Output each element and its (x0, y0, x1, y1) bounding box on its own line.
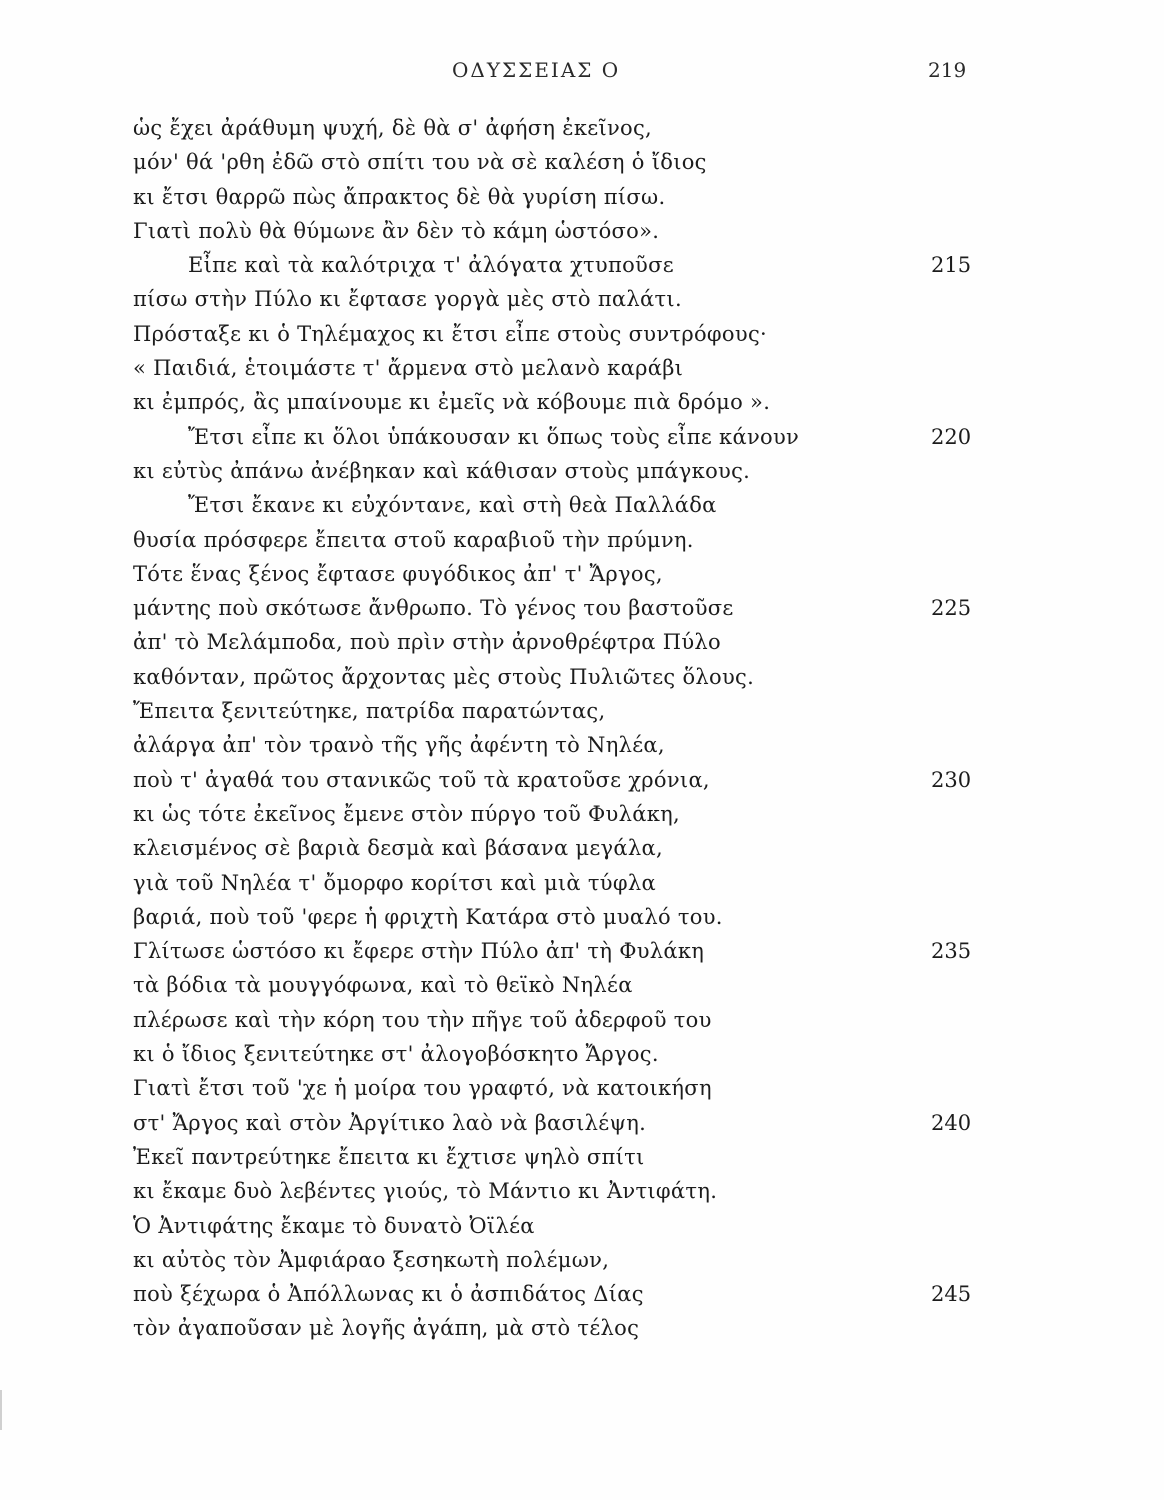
verse-line (133, 1243, 993, 1277)
verse-line (133, 282, 993, 316)
verse-line (133, 1106, 993, 1140)
verse-line (133, 1037, 993, 1071)
verse-line (133, 248, 993, 282)
verse-line (133, 454, 993, 488)
verse-line (133, 557, 993, 591)
verse-text: Εἶπε καὶ τὰ καλότριχα τ' ἀλόγατα χτυποῦσε (188, 253, 674, 278)
verse-line (133, 1209, 993, 1243)
verse-text: τὸν ἀγαποῦσαν μὲ λογῆς ἀγάπη, μὰ στὸ τέλος (133, 1316, 640, 1341)
verse-line (133, 763, 993, 797)
verse-line (133, 1277, 993, 1311)
line-number: 220 (931, 424, 972, 449)
verse-line (133, 1140, 993, 1174)
verse-line (133, 1003, 993, 1037)
verse-text: κι αὐτὸς τὸν Ἀμφιάραο ξεσηκωτὴ πολέμων, (133, 1247, 610, 1272)
verse-text: στ' Ἄργος καὶ στὸν Ἀργίτικο λαὸ νὰ βασιλέψη. (133, 1110, 647, 1135)
verse-line (133, 1311, 993, 1345)
line-number: 240 (931, 1110, 972, 1135)
verse-block (133, 111, 993, 1346)
verse-line (133, 317, 993, 351)
verse-line (133, 145, 993, 179)
verse-text: πλέρωσε καὶ τὴν κόρη του τὴν πῆγε τοῦ ἀδερφοῦ του (133, 1007, 712, 1032)
line-number: 245 (931, 1282, 972, 1307)
scan-edge-mark (0, 1390, 2, 1430)
verse-text: βαριά, ποὺ τοῦ 'φερε ἡ φριχτὴ Κατάρα στὸ μυαλό του. (133, 904, 723, 929)
verse-line (133, 111, 993, 145)
verse-text: πίσω στὴν Πύλο κι ἔφτασε γοργὰ μὲς στὸ παλάτι. (133, 287, 682, 312)
verse-line (133, 523, 993, 557)
verse-text: μόν' θά 'ρθη ἐδῶ στὸ σπίτι του νὰ σὲ καλέση ὁ ἴδιος (133, 150, 707, 175)
line-number: 215 (931, 253, 972, 278)
verse-line (133, 385, 993, 419)
verse-line (133, 214, 993, 248)
verse-text: κι εὐτὺς ἀπάνω ἀνέβηκαν καὶ κάθισαν στοὺς μπάγκους. (133, 458, 751, 483)
verse-line (133, 968, 993, 1002)
verse-text: ἀλάργα ἀπ' τὸν τρανὸ τῆς γῆς ἀφέντη τὸ Νηλέα, (133, 733, 665, 758)
running-title: ΟΔΥΣΣΕΙΑΣ Ο (452, 58, 621, 82)
verse-text: μάντης ποὺ σκότωσε ἄνθρωπο. Τὸ γένος του βαστοῦσε (133, 596, 734, 621)
verse-line (133, 694, 993, 728)
page-number: 219 (928, 58, 967, 82)
verse-line (133, 488, 993, 522)
verse-text: Ἔτσι ἔκανε κι εὐχόντανε, καὶ στὴ θεὰ Παλλάδα (188, 493, 717, 518)
verse-line (133, 625, 993, 659)
verse-text: Πρόσταξε κι ὁ Τηλέμαχος κι ἔτσι εἶπε στοὺς συντρόφους· (133, 321, 767, 346)
line-number: 225 (931, 596, 972, 621)
verse-text: Γιατὶ ἔτσι τοῦ 'χε ἡ μοίρα του γραφτό, νὰ κατοικήση (133, 1076, 712, 1101)
verse-text: τὰ βόδια τὰ μουγγόφωνα, καὶ τὸ θεϊκὸ Νηλέα (133, 973, 633, 998)
verse-text: γιὰ τοῦ Νηλέα τ' ὄμορφο κορίτσι καὶ μιὰ τύφλα (133, 870, 656, 895)
verse-line (133, 728, 993, 762)
verse-line (133, 180, 993, 214)
verse-line (133, 420, 993, 454)
line-number: 235 (931, 939, 972, 964)
verse-text: κι ὁ ἴδιος ξενιτεύτηκε στ' ἀλογοβόσκητο Ἄργος. (133, 1042, 659, 1067)
verse-text: Τότε ἕνας ξένος ἔφτασε φυγόδικος ἀπ' τ' Ἄργος, (133, 561, 663, 586)
verse-text: ποὺ τ' ἀγαθά του στανικῶς τοῦ τὰ κρατοῦσε χρόνια, (133, 767, 710, 792)
verse-text: Ἔτσι εἶπε κι ὅλοι ὑπάκουσαν κι ὅπως τοὺς εἶπε κάνουν (188, 424, 800, 449)
verse-text: κι ὡς τότε ἐκεῖνος ἔμενε στὸν πύργο τοῦ Φυλάκη, (133, 801, 680, 826)
verse-line (133, 660, 993, 694)
verse-text: κι ἔτσι θαρρῶ πὼς ἄπρακτος δὲ θὰ γυρίση πίσω. (133, 184, 666, 209)
verse-text: ποὺ ξέχωρα ὁ Ἀπόλλωνας κι ὁ ἀσπιδάτος Δίας (133, 1282, 644, 1307)
verse-text: ὡς ἔχει ἀράθυμη ψυχή, δὲ θὰ σ' ἀφήση ἐκεῖνος, (133, 116, 653, 140)
verse-line (133, 900, 993, 934)
verse-text: Γλίτωσε ὡστόσο κι ἔφερε στὴν Πύλο ἀπ' τὴ Φυλάκη (133, 939, 705, 964)
verse-line (133, 866, 993, 900)
verse-text: κλεισμένος σὲ βαριὰ δεσμὰ καὶ βάσανα μεγάλα, (133, 836, 663, 861)
running-head (0, 58, 1164, 86)
verse-text: ἀπ' τὸ Μελάμποδα, ποὺ πρὶν στὴν ἀρνοθρέφτρα Πύλο (133, 630, 721, 655)
verse-text: Ὁ Ἀντιφάτης ἔκαμε τὸ δυνατὸ Ὀϊλέα (133, 1213, 535, 1238)
verse-text: κι ἔκαμε δυὸ λεβέντες γιούς, τὸ Μάντιο κι Ἀντιφάτη. (133, 1179, 718, 1204)
verse-line (133, 1071, 993, 1105)
verse-text: κι ἐμπρός, ἂς μπαίνουμε κι ἐμεῖς νὰ κόβουμε πιὰ δρόμο ». (133, 390, 771, 415)
verse-text: Ἔπειτα ξενιτεύτηκε, πατρίδα παρατώντας, (133, 699, 606, 724)
verse-text: θυσία πρόσφερε ἔπειτα στοῦ καραβιοῦ τὴν πρύμνη. (133, 527, 694, 552)
verse-line (133, 1174, 993, 1208)
verse-line (133, 797, 993, 831)
verse-text: Γιατὶ πολὺ θὰ θύμωνε ἂν δὲν τὸ κάμη ὡστόσο». (133, 218, 660, 243)
verse-text: Ἐκεῖ παντρεύτηκε ἔπειτα κι ἔχτισε ψηλὸ σπίτι (133, 1144, 645, 1169)
verse-line (133, 831, 993, 865)
verse-line (133, 934, 993, 968)
verse-text: « Παιδιά, ἑτοιμάστε τ' ἄρμενα στὸ μελανὸ καράβι (133, 356, 684, 381)
verse-line (133, 591, 993, 625)
verse-line (133, 351, 993, 385)
verse-text: καθόνταν, πρῶτος ἄρχοντας μὲς στοὺς Πυλιῶτες ὅλους. (133, 664, 755, 689)
line-number: 230 (931, 767, 972, 792)
